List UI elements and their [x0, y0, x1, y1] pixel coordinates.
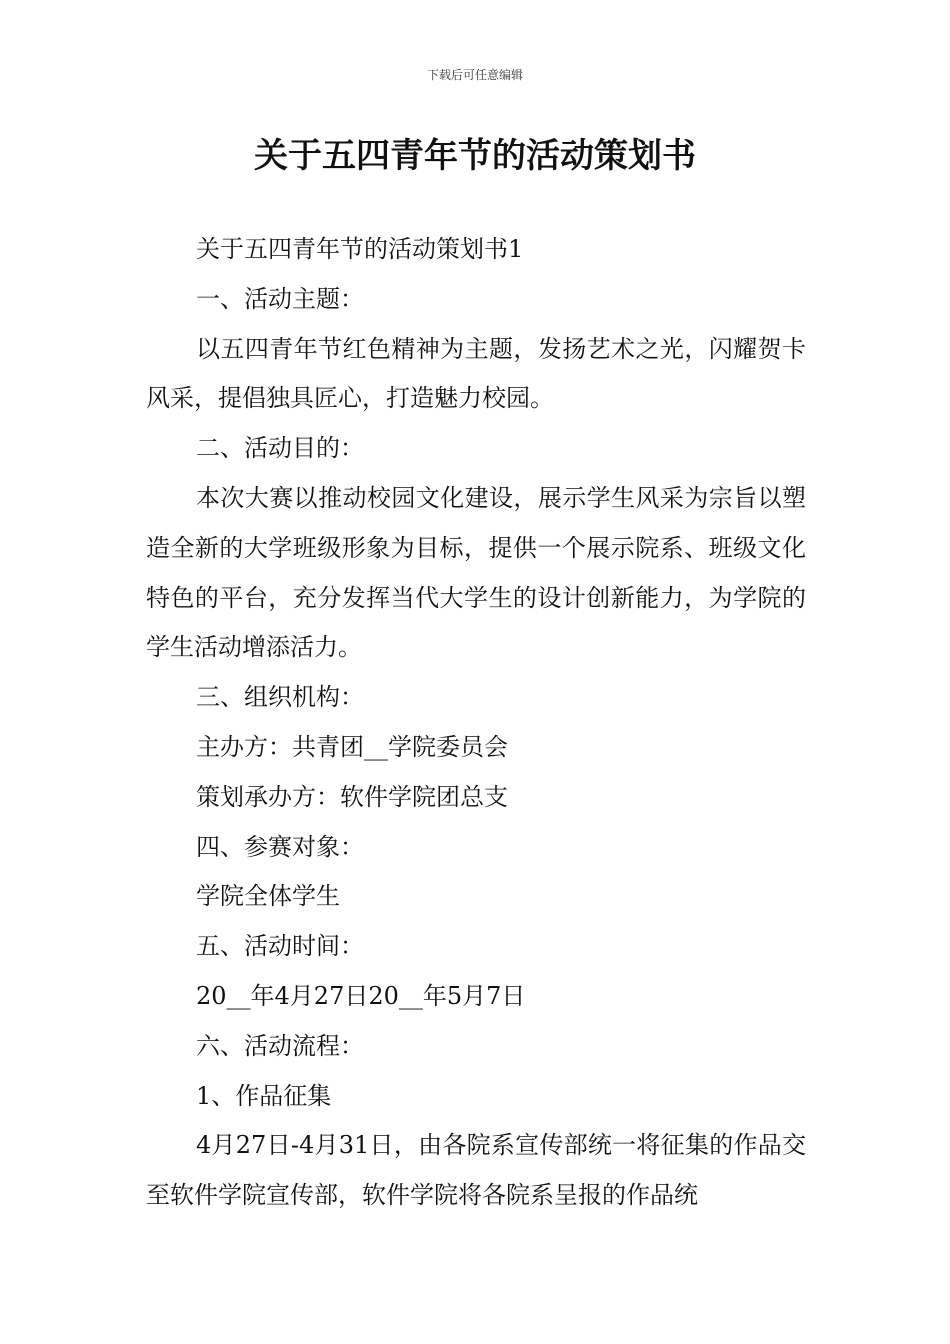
paragraph-heading-organization: 三、组织机构： [196, 683, 364, 712]
paragraph-heading-theme: 一、活动主题： [196, 284, 364, 313]
document-body [146, 225, 806, 1221]
paragraph-heading-process: 六、活动流程： [196, 1031, 364, 1060]
paragraph-co-organizer: 策划承办方：软件学院团总支 [196, 782, 508, 811]
paragraph-heading-participants: 四、参赛对象： [196, 832, 364, 861]
paragraph-purpose-text: 本次大赛以推动校园文化建设，展示学生风采为宗旨以塑造全新的大学班级形象为目标，提供一个展示院系、班级文化特色的平台，充分发挥当代大学生的设计创新能力，为学院的学生活动增添活力。 [146, 483, 806, 662]
header-note: 下载后可任意编辑 [426, 68, 523, 82]
paragraph-participants-text: 学院全体学生 [196, 882, 340, 911]
paragraph-heading-time: 五、活动时间： [196, 932, 364, 961]
paragraph-time-text: 20__年4月27日20__年5月7日 [196, 981, 526, 1010]
paragraph-subtitle: 关于五四青年节的活动策划书1 [196, 235, 524, 263]
paragraph-theme-text: 以五四青年节红色精神为主题，发扬艺术之光，闪耀贺卡风采，提倡独具匠心，打造魅力校园。 [146, 334, 806, 413]
document-title: 关于五四青年节的活动策划书 [254, 136, 696, 176]
paragraph-collection-text: 4月27日-4月31日，由各院系宣传部统一将征集的作品交至软件学院宣传部，软件学院将各院系呈报的作品统 [146, 1131, 806, 1210]
paragraph-organizer: 主办方：共青团__学院委员会 [196, 732, 508, 761]
paragraph-step-collection: 1、作品征集 [196, 1081, 332, 1110]
paragraph-heading-purpose: 二、活动目的： [196, 434, 364, 463]
